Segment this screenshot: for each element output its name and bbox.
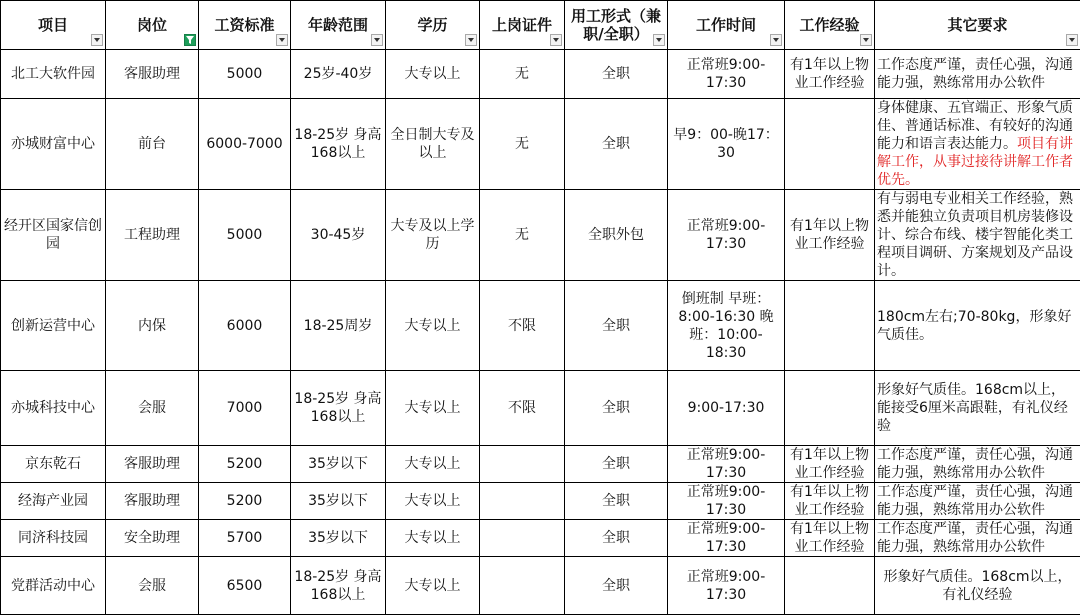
cell-post[interactable]: 客服助理 — [106, 483, 199, 520]
cell-certificate[interactable] — [480, 446, 565, 483]
cell-hours[interactable]: 正常班9:00-17:30 — [668, 446, 785, 483]
cell-employment[interactable]: 全职 — [565, 99, 668, 190]
cell-salary[interactable]: 6000 — [199, 281, 291, 371]
filter-dropdown-icon[interactable] — [1066, 34, 1078, 46]
cell-age[interactable]: 25岁-40岁 — [291, 50, 386, 99]
col-header-age: 年龄范围 — [291, 1, 386, 50]
cell-hours[interactable]: 正常班9:00-17:30 — [668, 50, 785, 99]
cell-project[interactable]: 亦城财富中心 — [1, 99, 106, 190]
cell-experience[interactable]: 有1年以上物业工作经验 — [785, 446, 875, 483]
cell-post[interactable]: 工程助理 — [106, 190, 199, 281]
other-text: 形象好气质佳。168cm以上，有礼仪经验 — [883, 569, 1071, 603]
filter-dropdown-icon[interactable] — [465, 34, 477, 46]
cell-post[interactable]: 前台 — [106, 99, 199, 190]
cell-other[interactable] — [875, 371, 1080, 446]
cell-age[interactable]: 35岁以下 — [291, 446, 386, 483]
cell-other[interactable] — [875, 190, 1080, 281]
other-text: 有与弱电专业相关工作经验，熟悉并能独立负责项目机房装修设计、综合布线、楼宇智能化类工程项目调研、方案规划及产品设计。 — [877, 191, 1073, 279]
cell-hours[interactable]: 正常班9:00-17:30 — [668, 190, 785, 281]
cell-certificate[interactable]: 不限 — [480, 371, 565, 446]
cell-project[interactable]: 亦城科技中心 — [1, 371, 106, 446]
cell-education[interactable]: 大专及以上学历 — [386, 190, 480, 281]
cell-education[interactable]: 大专以上 — [386, 557, 480, 615]
cell-experience[interactable]: 有1年以上物业工作经验 — [785, 520, 875, 557]
cell-salary[interactable]: 7000 — [199, 371, 291, 446]
other-text: 工作态度严谨，责任心强，沟通能力强，熟练常用办公软件 — [877, 57, 1073, 91]
cell-post[interactable]: 内保 — [106, 281, 199, 371]
filter-dropdown-icon[interactable] — [91, 34, 103, 46]
col-header-education: 学历 — [386, 1, 480, 50]
filter-dropdown-icon[interactable] — [653, 34, 665, 46]
filter-active-icon[interactable] — [184, 34, 196, 46]
cell-post[interactable]: 安全助理 — [106, 520, 199, 557]
col-header-experience: 工作经验 — [785, 1, 875, 50]
cell-certificate[interactable] — [480, 483, 565, 520]
cell-post[interactable]: 会服 — [106, 371, 199, 446]
filter-dropdown-icon[interactable] — [371, 34, 383, 46]
cell-project[interactable]: 党群活动中心 — [1, 557, 106, 615]
cell-education[interactable]: 大专以上 — [386, 483, 480, 520]
cell-other[interactable] — [875, 281, 1080, 371]
col-header-employment: 用工形式（兼职/全职） — [565, 1, 668, 50]
cell-age[interactable]: 18-25岁 身高168以上 — [291, 557, 386, 615]
table-row — [1, 50, 1080, 99]
cell-hours[interactable]: 正常班9:00-17:30 — [668, 483, 785, 520]
table-row — [1, 190, 1080, 281]
cell-education[interactable]: 大专以上 — [386, 50, 480, 99]
cell-certificate[interactable]: 无 — [480, 50, 565, 99]
cell-other[interactable] — [875, 520, 1080, 557]
table-row — [1, 483, 1080, 520]
cell-employment[interactable]: 全职 — [565, 281, 668, 371]
col-header-hours: 工作时间 — [668, 1, 785, 50]
other-highlight-text: 项目有讲解工作，从事过接待讲解工作者优先。 — [877, 136, 1073, 188]
table-row — [1, 281, 1080, 371]
cell-hours[interactable]: 正常班9:00-17:30 — [668, 520, 785, 557]
table-row — [1, 371, 1080, 446]
other-text: 工作态度严谨，责任心强，沟通能力强，熟练常用办公软件 — [877, 447, 1073, 481]
cell-salary[interactable]: 5200 — [199, 483, 291, 520]
cell-post[interactable]: 会服 — [106, 557, 199, 615]
header-row — [1, 1, 1080, 50]
cell-certificate[interactable]: 无 — [480, 190, 565, 281]
cell-education[interactable]: 大专以上 — [386, 281, 480, 371]
table-row — [1, 446, 1080, 483]
cell-salary[interactable]: 6000-7000 — [199, 99, 291, 190]
cell-experience[interactable] — [785, 371, 875, 446]
cell-salary[interactable]: 5000 — [199, 190, 291, 281]
filter-dropdown-icon[interactable] — [550, 34, 562, 46]
cell-certificate[interactable] — [480, 557, 565, 615]
cell-experience[interactable]: 有1年以上物业工作经验 — [785, 483, 875, 520]
cell-project[interactable]: 经开区国家信创园 — [1, 190, 106, 281]
cell-employment[interactable]: 全职 — [565, 50, 668, 99]
cell-employment[interactable]: 全职 — [565, 557, 668, 615]
filter-dropdown-icon[interactable] — [860, 34, 872, 46]
col-header-salary: 工资标准 — [199, 1, 291, 50]
other-text: 身体健康、五官端正、形象气质佳、普通话标准、有较好的沟通能力和语言表达能力。 — [877, 100, 1073, 152]
cell-experience[interactable] — [785, 281, 875, 371]
filter-dropdown-icon[interactable] — [276, 34, 288, 46]
table-row — [1, 99, 1080, 190]
other-text: 180cm左右;70-80kg，形象好气质佳。 — [877, 309, 1071, 343]
col-header-certificate: 上岗证件 — [480, 1, 565, 50]
cell-employment[interactable]: 全职 — [565, 371, 668, 446]
filter-dropdown-icon[interactable] — [770, 34, 782, 46]
cell-salary[interactable]: 5000 — [199, 50, 291, 99]
cell-education[interactable]: 全日制大专及以上 — [386, 99, 480, 190]
cell-experience[interactable]: 有1年以上物业工作经验 — [785, 50, 875, 99]
cell-age[interactable]: 30-45岁 — [291, 190, 386, 281]
col-header-post: 岗位 — [106, 1, 199, 50]
cell-education[interactable]: 大专以上 — [386, 520, 480, 557]
cell-salary[interactable]: 6500 — [199, 557, 291, 615]
cell-other[interactable] — [875, 446, 1080, 483]
cell-certificate[interactable]: 不限 — [480, 281, 565, 371]
cell-experience[interactable] — [785, 557, 875, 615]
cell-hours[interactable]: 9:00-17:30 — [668, 371, 785, 446]
cell-education[interactable]: 大专以上 — [386, 371, 480, 446]
cell-employment[interactable]: 全职 — [565, 483, 668, 520]
cell-certificate[interactable] — [480, 520, 565, 557]
cell-age[interactable]: 35岁以下 — [291, 520, 386, 557]
col-header-project: 项目 — [1, 1, 106, 50]
cell-post[interactable]: 客服助理 — [106, 50, 199, 99]
other-text: 工作态度严谨，责任心强，沟通能力强，熟练常用办公软件 — [877, 484, 1073, 518]
cell-project[interactable]: 北工大软件园 — [1, 50, 106, 99]
table-row — [1, 520, 1080, 557]
cell-project[interactable]: 创新运营中心 — [1, 281, 106, 371]
cell-education[interactable]: 大专以上 — [386, 446, 480, 483]
cell-hours[interactable]: 倒班制 早班：8:00-16:30 晚班：10:00-18:30 — [668, 281, 785, 371]
cell-age[interactable]: 18-25岁 身高168以上 — [291, 99, 386, 190]
cell-experience[interactable] — [785, 99, 875, 190]
cell-other[interactable] — [875, 50, 1080, 99]
cell-salary[interactable]: 5200 — [199, 446, 291, 483]
cell-hours[interactable]: 正常班9:00-17:30 — [668, 557, 785, 615]
col-header-other: 其它要求 — [875, 1, 1080, 50]
cell-experience[interactable]: 有1年以上物业工作经验 — [785, 190, 875, 281]
cell-certificate[interactable]: 无 — [480, 99, 565, 190]
cell-post[interactable]: 客服助理 — [106, 446, 199, 483]
cell-project[interactable]: 京东乾石 — [1, 446, 106, 483]
table-row — [1, 557, 1080, 615]
cell-other[interactable] — [875, 557, 1080, 615]
cell-other[interactable] — [875, 99, 1080, 190]
cell-salary[interactable]: 5700 — [199, 520, 291, 557]
cell-other[interactable] — [875, 483, 1080, 520]
cell-age[interactable]: 35岁以下 — [291, 483, 386, 520]
cell-hours[interactable]: 早9：00-晚17：30 — [668, 99, 785, 190]
other-text: 工作态度严谨，责任心强，沟通能力强，熟练常用办公软件 — [877, 521, 1073, 555]
cell-employment[interactable]: 全职 — [565, 520, 668, 557]
cell-age[interactable]: 18-25周岁 — [291, 281, 386, 371]
other-text: 形象好气质佳。168cm以上，能接受6厘米高跟鞋，有礼仪经验 — [877, 382, 1068, 434]
cell-age[interactable]: 18-25岁 身高168以上 — [291, 371, 386, 446]
cell-employment[interactable]: 全职外包 — [565, 190, 668, 281]
cell-project[interactable]: 经海产业园 — [1, 483, 106, 520]
cell-project[interactable]: 同济科技园 — [1, 520, 106, 557]
cell-employment[interactable]: 全职 — [565, 446, 668, 483]
